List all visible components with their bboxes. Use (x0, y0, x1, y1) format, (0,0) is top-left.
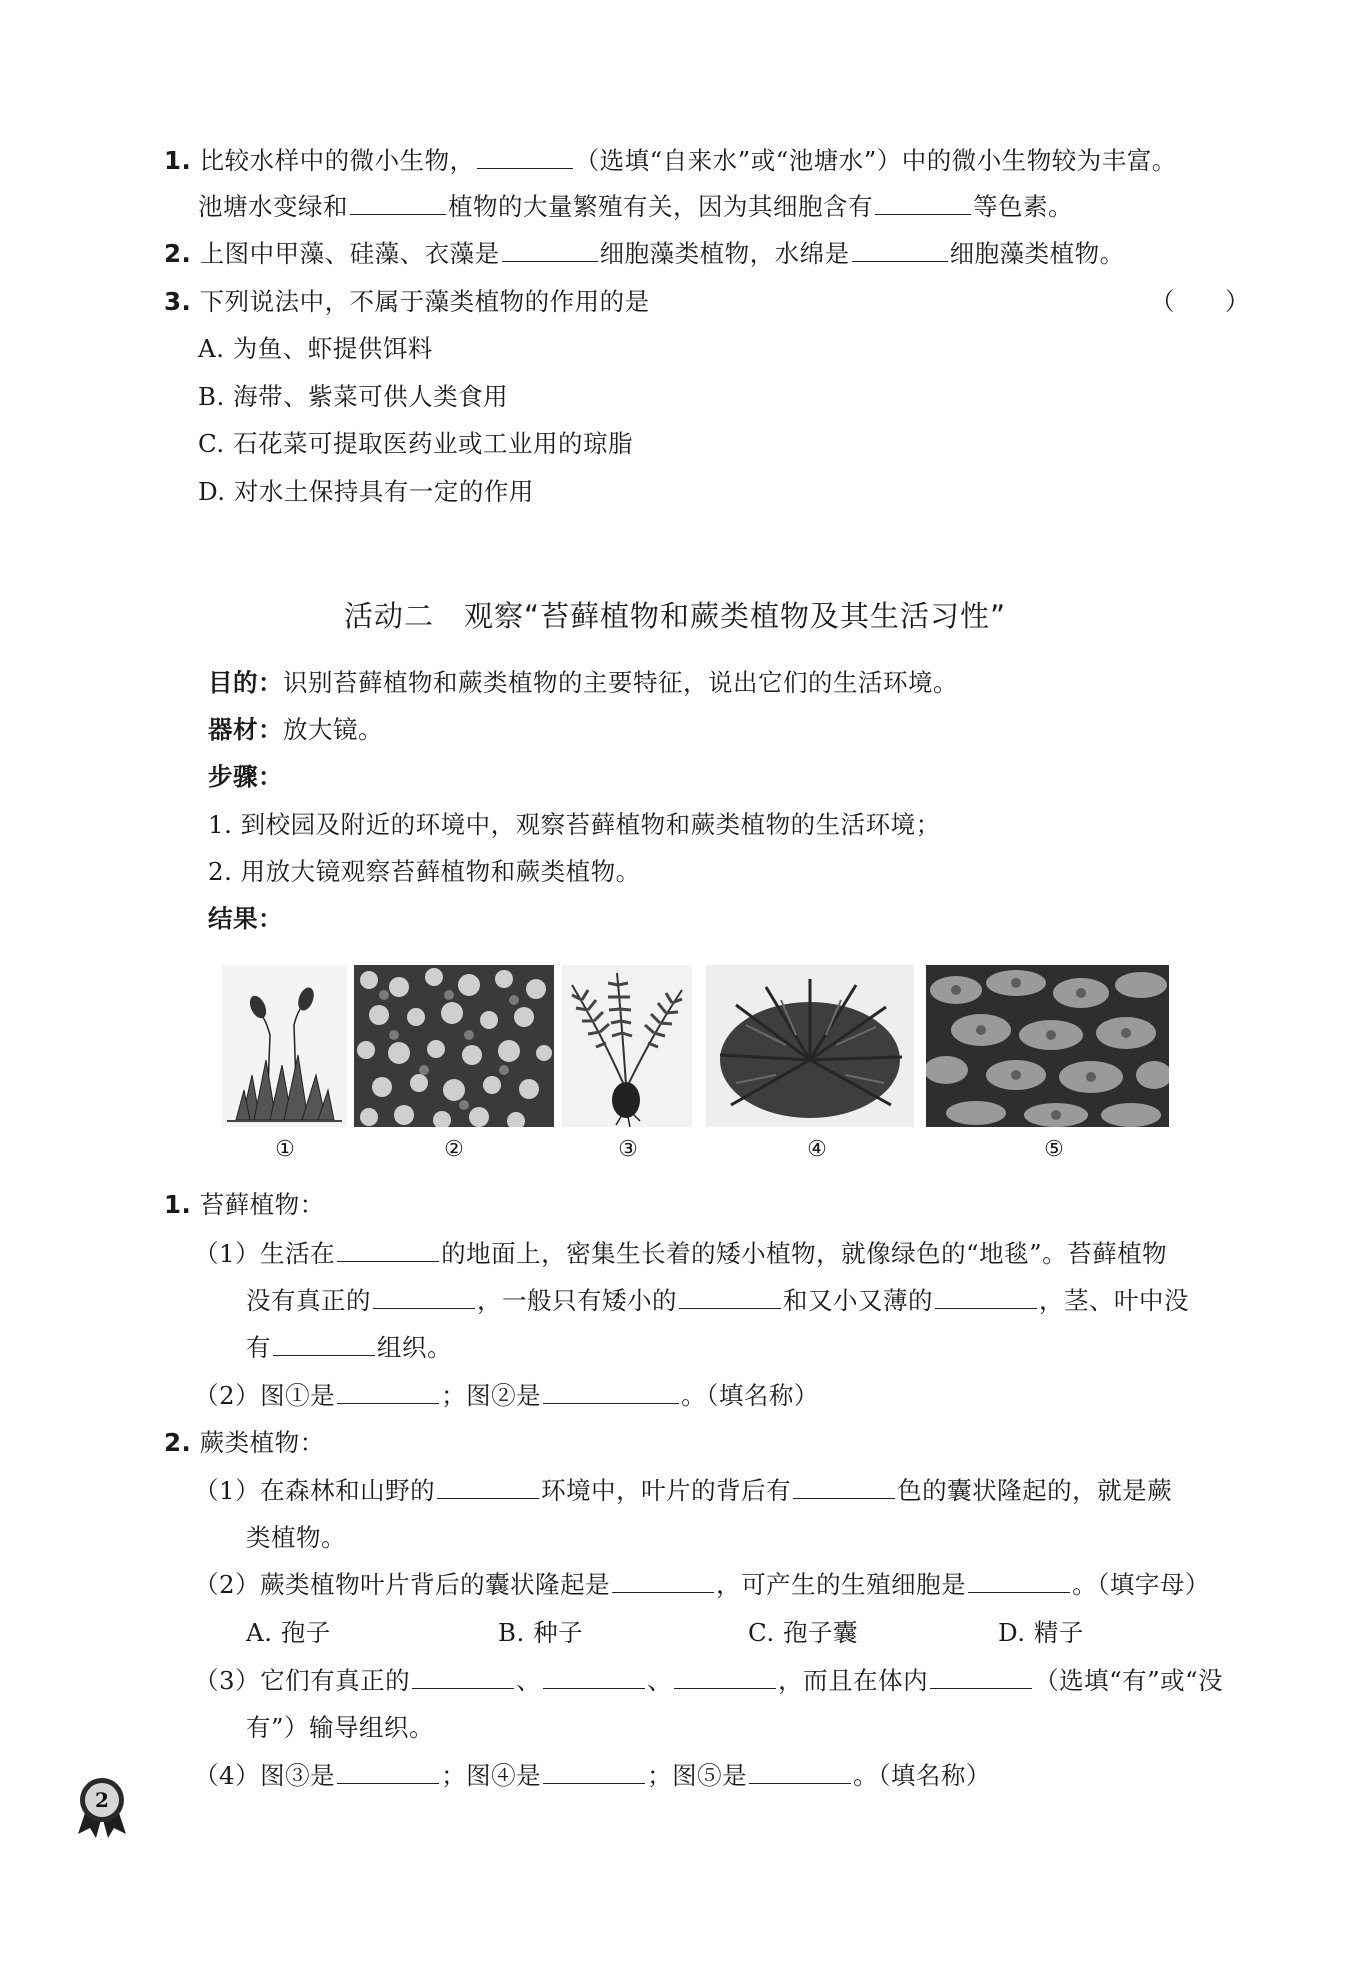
fern-q3-continued: 有”）输导组织。 (246, 1713, 435, 1742)
fern-q1-continued: 类植物。 (246, 1523, 346, 1552)
question-text: （选填“有”或“没 (1034, 1666, 1224, 1695)
fern-heading (164, 1426, 325, 1460)
answer-blank[interactable] (968, 1568, 1070, 1593)
answer-blank[interactable] (337, 1237, 439, 1262)
step-1: 1. 到校园及附近的环境中，观察苔藓植物和蕨类植物的生活环境； (208, 810, 941, 839)
question-text: （1）生活在 (194, 1239, 336, 1268)
question-text: 组织。 (377, 1333, 452, 1362)
purpose-text: 识别苔藓植物和蕨类植物的主要特征，说出它们的生活环境。 (283, 668, 958, 697)
answer-blank[interactable] (793, 1474, 895, 1499)
question-number: 1. (164, 146, 192, 175)
question-text: ；图⑤是 (647, 1761, 748, 1790)
photo-caption-4: ④ (807, 1137, 827, 1162)
question-2 (164, 237, 1125, 271)
photo-fern-mat (926, 965, 1169, 1127)
purpose-label: 目的： (208, 668, 283, 697)
bryophyte-q1-end (246, 1331, 452, 1365)
bryophyte-heading (164, 1188, 325, 1222)
step-2: 2. 用放大镜观察苔藓植物和蕨类植物。 (208, 857, 641, 886)
question-text: ，可产生的生殖细胞是 (716, 1570, 967, 1599)
question-number: 2. (164, 239, 192, 268)
answer-blank[interactable] (350, 190, 446, 215)
answer-blank[interactable] (543, 1379, 679, 1404)
question-text: （3）它们有真正的 (194, 1666, 411, 1695)
separator: 、 (647, 1666, 673, 1695)
question-text: 细胞藻类植物，水绵是 (599, 239, 850, 268)
answer-paren[interactable]: （ ） (1150, 287, 1250, 316)
question-number: 1. (164, 1190, 192, 1219)
page-number: 2 (95, 1788, 109, 1812)
question-text: 等色素。 (973, 192, 1073, 221)
separator: 、 (516, 1666, 542, 1695)
question-text: （1）在森林和山野的 (194, 1476, 436, 1505)
answer-blank[interactable] (273, 1331, 375, 1356)
option-a[interactable]: A. 为鱼、虾提供饵料 (198, 334, 433, 363)
answer-blank[interactable] (749, 1759, 851, 1784)
answer-blank[interactable] (437, 1474, 539, 1499)
fern-q2-option-d[interactable]: D. 精子 (998, 1618, 1084, 1647)
bryophyte-q1 (194, 1237, 1167, 1271)
answer-blank[interactable] (612, 1568, 714, 1593)
question-text: 比较水样中的微小生物， (199, 146, 475, 175)
answer-blank[interactable] (935, 1284, 1037, 1309)
question-text: 苔藓植物： (199, 1190, 325, 1219)
question-number: 2. (164, 1428, 192, 1457)
purpose-line (208, 666, 958, 700)
answer-blank[interactable] (930, 1664, 1032, 1689)
result-label (208, 902, 283, 936)
question-text: 色的囊状隆起的，就是蕨 (897, 1476, 1173, 1505)
question-text: 下列说法中，不属于藻类植物的作用的是 (199, 287, 650, 316)
question-text: （4）图③是 (194, 1761, 336, 1790)
steps-label-text: 步骤： (208, 762, 283, 791)
question-text: （2）蕨类植物叶片背后的囊状隆起是 (194, 1570, 611, 1599)
question-text: 。（填名称） (853, 1761, 991, 1790)
steps-label (208, 760, 283, 794)
question-text: 蕨类植物： (199, 1428, 325, 1457)
photo-caption-3: ③ (618, 1137, 638, 1162)
question-text: 细胞藻类植物。 (949, 239, 1125, 268)
question-text: 和又小又薄的 (783, 1286, 933, 1315)
answer-blank[interactable] (337, 1759, 439, 1784)
answer-blank[interactable] (502, 237, 598, 262)
option-c[interactable]: C. 石花菜可提取医药业或工业用的琼脂 (198, 429, 633, 458)
fern-q2-option-a[interactable]: A. 孢子 (246, 1618, 331, 1647)
answer-blank[interactable] (477, 144, 573, 169)
photo-fern (562, 965, 692, 1127)
medal-icon (74, 1776, 130, 1840)
answer-blank[interactable] (412, 1664, 514, 1689)
photo-clubmoss (706, 965, 914, 1127)
photo-caption-5: ⑤ (1044, 1137, 1064, 1162)
answer-blank[interactable] (543, 1759, 645, 1784)
page-number-badge (74, 1776, 130, 1840)
question-1-continued (198, 190, 1073, 224)
materials-label: 器材： (208, 715, 283, 744)
bryophyte-q2 (194, 1379, 819, 1413)
option-d[interactable]: D. 对水土保持具有一定的作用 (198, 477, 534, 506)
photo-caption-1: ① (275, 1137, 295, 1162)
question-text: 上图中甲藻、硅藻、衣藻是 (199, 239, 500, 268)
question-text: （选填“自来水”或“池塘水”）中的微小生物较为丰富。 (574, 146, 1177, 175)
question-text: 。（填名称） (681, 1381, 819, 1410)
question-text: ，而且在体内 (778, 1666, 929, 1695)
question-text: 没有真正的 (246, 1286, 371, 1315)
question-text: 植物的大量繁殖有关，因为其细胞含有 (448, 192, 873, 221)
answer-blank[interactable] (543, 1664, 645, 1689)
fern-q2-option-c[interactable]: C. 孢子囊 (748, 1618, 858, 1647)
answer-blank[interactable] (679, 1284, 781, 1309)
fern-q3 (194, 1664, 1223, 1698)
question-text: （2）图①是 (194, 1381, 336, 1410)
fern-q2 (194, 1568, 1210, 1602)
materials-line (208, 713, 383, 747)
question-3 (164, 285, 650, 319)
question-text: 有 (246, 1333, 271, 1362)
result-label-text: 结果： (208, 904, 283, 933)
answer-blank[interactable] (852, 237, 948, 262)
photo-moss-mat (354, 965, 554, 1127)
answer-blank[interactable] (337, 1379, 439, 1404)
photo-moss-illustration (222, 965, 347, 1127)
question-text: ；图④是 (441, 1761, 542, 1790)
fern-q4 (194, 1759, 991, 1793)
answer-blank[interactable] (875, 190, 971, 215)
option-b[interactable]: B. 海带、紫菜可供人类食用 (198, 382, 509, 411)
question-text: 池塘水变绿和 (198, 192, 348, 221)
fern-q1 (194, 1474, 1172, 1508)
question-text: ；图②是 (441, 1381, 542, 1410)
question-1 (164, 144, 1177, 178)
question-text: ，茎、叶中没 (1039, 1286, 1189, 1315)
answer-blank[interactable] (373, 1284, 475, 1309)
question-text: 的地面上，密集生长着的矮小植物，就像绿色的“地毯”。苔藓植物 (441, 1239, 1168, 1268)
materials-text: 放大镜。 (283, 715, 383, 744)
bryophyte-q1-continued (246, 1284, 1189, 1318)
question-text: 环境中，叶片的背后有 (541, 1476, 792, 1505)
answer-blank[interactable] (674, 1664, 776, 1689)
question-text: 。（填字母） (1072, 1570, 1210, 1599)
question-text: ，一般只有矮小的 (477, 1286, 677, 1315)
fern-q2-option-b[interactable]: B. 种子 (498, 1618, 584, 1647)
activity-title: 活动二 观察“苔藓植物和蕨类植物及其生活习性” (343, 599, 1007, 633)
photo-caption-2: ② (444, 1137, 464, 1162)
question-number: 3. (164, 287, 192, 316)
